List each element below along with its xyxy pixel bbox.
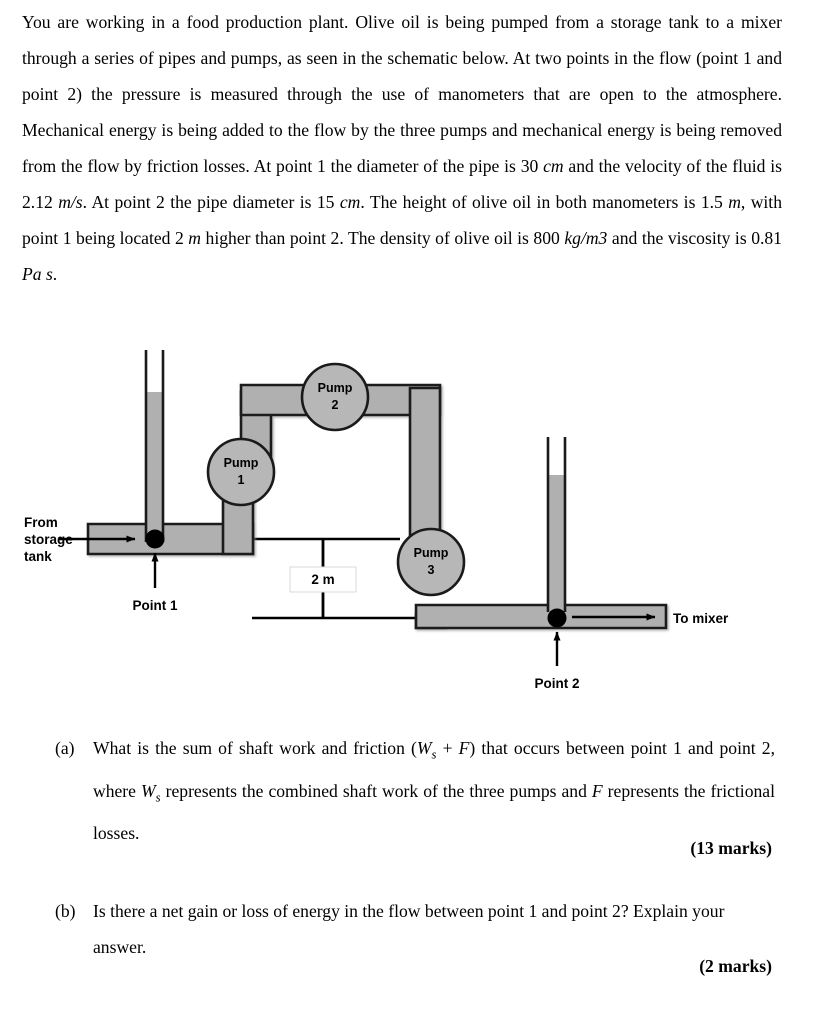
question-b: [55, 893, 775, 965]
manometer-point1-air-gap: [147, 350, 162, 392]
pump-3-label-line2: 3: [427, 563, 435, 577]
dimension-2m-label-text: 2 m: [311, 572, 335, 587]
to-mixer-label: To mixer: [673, 611, 729, 626]
question-b-label: (b): [55, 901, 76, 921]
dimension-2m-label: [290, 567, 356, 592]
pump-1-label-line2: 1: [237, 473, 245, 487]
problem-statement-paragraph: You are working in a food production plant. Olive oil is being pumped from a storage tank to a mixer through a series of pipes and pumps, as seen in the schematic below. At two points in the flow (point 1 and point 2) the pressure is measured through the use of manometers that are open to the atmosphere. Mechanical energy is being added to the flow by the three pumps and mechanical energy is being removed from the flow by friction losses. At point 1 the diameter of the pipe is 30 cm and the velocity of the fluid is 2.12 m/s. At point 2 the pipe diameter is 15 cm. The height of olive oil in both manometers is 1.5 m, with point 1 being located 2 m higher than point 2. The density of olive oil is 800 kg/m3 and the viscosity is 0.81 Pa s.: [22, 12, 782, 284]
from-storage-tank-label-line2: storage: [24, 532, 73, 547]
pump-2-circle: [302, 364, 368, 430]
point-1-marker-dot: [146, 530, 165, 549]
manometer-point2-air-gap: [549, 437, 564, 475]
manometer-point2-oil-column: [549, 475, 564, 612]
question-a-marks: (13 marks): [690, 838, 772, 858]
question-a-label: (a): [55, 738, 75, 758]
pump-1-circle: [208, 439, 274, 505]
question-b-text: Is there a net gain or loss of energy in the flow between point 1 and point 2? Explain your answer.: [93, 901, 725, 957]
pump-2-label-line1: Pump: [317, 381, 353, 395]
piping-schematic-diagram: [0, 330, 824, 698]
point-2-marker-dot: [548, 609, 567, 628]
question-b-marks: (2 marks): [699, 956, 772, 976]
point-2-label: Point 2: [534, 676, 580, 691]
manometer-point1: [146, 350, 163, 542]
pump-3: [398, 529, 464, 595]
question-a: [55, 730, 775, 851]
from-storage-tank-label-line1: From: [24, 515, 58, 530]
pipe-network: [88, 385, 666, 628]
pump-2: [302, 364, 368, 430]
pump-2-label-line2: 2: [331, 398, 339, 412]
from-storage-tank-label-line3: tank: [24, 549, 52, 564]
point-1-label: Point 1: [132, 598, 178, 613]
question-a-text: What is the sum of shaft work and friction $(W_s + F)$ that occurs between point 1 and point 2, where $W_s$ represents the combined shaft work of the three pumps and F represents the frictional losses.: [93, 738, 775, 844]
pump-3-circle: [398, 529, 464, 595]
manometer-point1-oil-column: [147, 392, 162, 542]
pump-1: [208, 439, 274, 505]
manometer-point2: [548, 437, 565, 612]
pump-1-label-line1: Pump: [223, 456, 259, 470]
pump-3-label-line1: Pump: [413, 546, 449, 560]
